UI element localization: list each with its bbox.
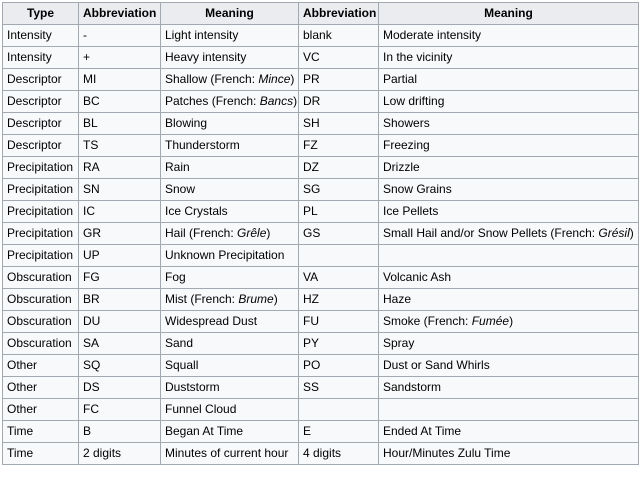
cell-abbreviation-2: blank — [299, 25, 379, 47]
meaning-text: Minutes of current hour — [165, 446, 289, 460]
header-type: Type — [3, 3, 79, 25]
meaning-text: Freezing — [383, 138, 430, 152]
french-term: Brume — [238, 292, 274, 306]
cell-type: Descriptor — [3, 113, 79, 135]
cell-abbreviation-1: BL — [79, 113, 161, 135]
table-row — [3, 157, 639, 179]
meaning-text: Volcanic Ash — [383, 270, 452, 284]
cell-meaning-2 — [379, 25, 639, 47]
meaning-text: Patches (French: — [165, 94, 260, 108]
table-row — [3, 201, 639, 223]
header-meaning-2: Meaning — [379, 3, 639, 25]
cell-abbreviation-2 — [299, 399, 379, 421]
meaning-text: Hour/Minutes Zulu Time — [383, 446, 511, 460]
meaning-text: Sandstorm — [383, 380, 442, 394]
meaning-text: Rain — [165, 160, 190, 174]
header-row — [3, 3, 639, 25]
cell-meaning-2 — [379, 399, 639, 421]
meaning-text: Duststorm — [165, 380, 220, 394]
cell-meaning-1 — [161, 267, 299, 289]
cell-type: Precipitation — [3, 245, 79, 267]
cell-abbreviation-1: - — [79, 25, 161, 47]
cell-meaning-1 — [161, 289, 299, 311]
cell-type: Precipitation — [3, 201, 79, 223]
cell-type: Descriptor — [3, 91, 79, 113]
meaning-text: Squall — [165, 358, 199, 372]
cell-meaning-2 — [379, 267, 639, 289]
meaning-text: Drizzle — [383, 160, 420, 174]
cell-type: Obscuration — [3, 333, 79, 355]
cell-meaning-1 — [161, 135, 299, 157]
cell-abbreviation-1: IC — [79, 201, 161, 223]
meaning-text: Partial — [383, 72, 418, 86]
header-abbreviation-1: Abbreviation — [79, 3, 161, 25]
meaning-text: Shallow (French: — [165, 72, 259, 86]
meaning-text: Ended At Time — [383, 424, 462, 438]
cell-type: Intensity — [3, 47, 79, 69]
french-term: Bancs — [259, 94, 294, 108]
cell-type: Other — [3, 399, 79, 421]
cell-abbreviation-1: UP — [79, 245, 161, 267]
french-term: Grésil — [598, 226, 630, 240]
cell-meaning-2 — [379, 113, 639, 135]
cell-abbreviation-2 — [299, 245, 379, 267]
cell-abbreviation-2: DR — [299, 91, 379, 113]
cell-type: Other — [3, 377, 79, 399]
french-term: Mince — [258, 72, 291, 86]
meaning-text: Ice Pellets — [383, 204, 439, 218]
cell-abbreviation-1: DU — [79, 311, 161, 333]
cell-type: Precipitation — [3, 157, 79, 179]
table-row — [3, 289, 639, 311]
cell-abbreviation-2: FU — [299, 311, 379, 333]
cell-abbreviation-1: SQ — [79, 355, 161, 377]
meaning-text: Began At Time — [165, 424, 244, 438]
table-row — [3, 245, 639, 267]
table-row — [3, 333, 639, 355]
table-body — [3, 25, 639, 465]
weather-abbreviations-table — [2, 2, 639, 465]
cell-meaning-1 — [161, 443, 299, 465]
meaning-text: ) — [509, 314, 514, 328]
meaning-text: Sand — [165, 336, 194, 350]
meaning-text: Small Hail and/or Snow Pellets (French: — [383, 226, 599, 240]
cell-meaning-2 — [379, 179, 639, 201]
meaning-text: ) — [273, 292, 278, 306]
table-row — [3, 421, 639, 443]
meaning-text: Mist (French: — [165, 292, 239, 306]
table-row — [3, 443, 639, 465]
cell-type: Obscuration — [3, 289, 79, 311]
cell-abbreviation-2: SH — [299, 113, 379, 135]
french-term: Grêle — [237, 226, 267, 240]
cell-meaning-1 — [161, 69, 299, 91]
meaning-text: Smoke (French: — [383, 314, 472, 328]
cell-abbreviation-2: VC — [299, 47, 379, 69]
cell-meaning-2 — [379, 311, 639, 333]
cell-meaning-1 — [161, 179, 299, 201]
cell-meaning-2 — [379, 157, 639, 179]
meaning-text: Funnel Cloud — [165, 402, 237, 416]
cell-meaning-2 — [379, 245, 639, 267]
cell-abbreviation-2: PR — [299, 69, 379, 91]
cell-abbreviation-1: B — [79, 421, 161, 443]
cell-abbreviation-1: BC — [79, 91, 161, 113]
cell-meaning-2 — [379, 201, 639, 223]
table-row — [3, 223, 639, 245]
cell-meaning-1 — [161, 355, 299, 377]
cell-abbreviation-2: GS — [299, 223, 379, 245]
cell-abbreviation-1: FG — [79, 267, 161, 289]
cell-type: Time — [3, 421, 79, 443]
french-term: Fumée — [471, 314, 510, 328]
cell-abbreviation-1: BR — [79, 289, 161, 311]
cell-meaning-1 — [161, 399, 299, 421]
cell-meaning-1 — [161, 201, 299, 223]
cell-meaning-2 — [379, 91, 639, 113]
cell-meaning-2 — [379, 223, 639, 245]
table-row — [3, 399, 639, 421]
cell-abbreviation-2: FZ — [299, 135, 379, 157]
cell-type: Descriptor — [3, 69, 79, 91]
cell-abbreviation-1: FC — [79, 399, 161, 421]
table-row — [3, 179, 639, 201]
meaning-text: Fog — [165, 270, 186, 284]
table-row — [3, 91, 639, 113]
cell-type: Precipitation — [3, 223, 79, 245]
cell-meaning-2 — [379, 289, 639, 311]
cell-abbreviation-2: E — [299, 421, 379, 443]
cell-meaning-1 — [161, 245, 299, 267]
cell-meaning-2 — [379, 421, 639, 443]
table-row — [3, 135, 639, 157]
cell-abbreviation-2: DZ — [299, 157, 379, 179]
meaning-text: Unknown Precipitation — [165, 248, 285, 262]
cell-abbreviation-1: DS — [79, 377, 161, 399]
meaning-text: Light intensity — [165, 28, 239, 42]
table-row — [3, 311, 639, 333]
cell-meaning-1 — [161, 25, 299, 47]
cell-abbreviation-2: PY — [299, 333, 379, 355]
cell-abbreviation-1: SN — [79, 179, 161, 201]
cell-abbreviation-2: PO — [299, 355, 379, 377]
cell-meaning-2 — [379, 443, 639, 465]
cell-abbreviation-2: HZ — [299, 289, 379, 311]
meaning-text: ) — [290, 72, 295, 86]
cell-meaning-1 — [161, 223, 299, 245]
cell-abbreviation-1: TS — [79, 135, 161, 157]
cell-meaning-2 — [379, 355, 639, 377]
cell-abbreviation-2: VA — [299, 267, 379, 289]
cell-abbreviation-1: RA — [79, 157, 161, 179]
meaning-text: Spray — [383, 336, 415, 350]
cell-type: Time — [3, 443, 79, 465]
cell-abbreviation-1: MI — [79, 69, 161, 91]
cell-type: Other — [3, 355, 79, 377]
cell-meaning-2 — [379, 47, 639, 69]
weather-abbreviations-table-wrapper — [2, 2, 638, 465]
cell-type: Obscuration — [3, 267, 79, 289]
cell-abbreviation-1: + — [79, 47, 161, 69]
meaning-text: In the vicinity — [383, 50, 453, 64]
table-row — [3, 267, 639, 289]
cell-type: Intensity — [3, 25, 79, 47]
meaning-text: Low drifting — [383, 94, 445, 108]
cell-type: Precipitation — [3, 179, 79, 201]
cell-meaning-1 — [161, 91, 299, 113]
cell-abbreviation-2: SG — [299, 179, 379, 201]
cell-meaning-1 — [161, 333, 299, 355]
table-row — [3, 47, 639, 69]
meaning-text: Dust or Sand Whirls — [383, 358, 490, 372]
meaning-text: Showers — [383, 116, 430, 130]
table-row — [3, 113, 639, 135]
meaning-text: Widespread Dust — [165, 314, 258, 328]
header-meaning-1: Meaning — [161, 3, 299, 25]
meaning-text: Haze — [383, 292, 412, 306]
meaning-text: Snow — [165, 182, 196, 196]
cell-meaning-1 — [161, 157, 299, 179]
meaning-text: Ice Crystals — [165, 204, 228, 218]
cell-meaning-2 — [379, 377, 639, 399]
meaning-text: ) — [266, 226, 271, 240]
table-row — [3, 355, 639, 377]
cell-abbreviation-2: PL — [299, 201, 379, 223]
cell-meaning-1 — [161, 311, 299, 333]
cell-meaning-2 — [379, 135, 639, 157]
cell-meaning-2 — [379, 69, 639, 91]
table-header — [3, 3, 639, 25]
meaning-text: Blowing — [165, 116, 208, 130]
meaning-text: Thunderstorm — [165, 138, 240, 152]
header-abbreviation-2: Abbreviation — [299, 3, 379, 25]
table-row — [3, 377, 639, 399]
cell-abbreviation-1: GR — [79, 223, 161, 245]
cell-meaning-1 — [161, 377, 299, 399]
table-row — [3, 69, 639, 91]
meaning-text: Snow Grains — [383, 182, 452, 196]
meaning-text: Hail (French: — [165, 226, 238, 240]
cell-abbreviation-1: SA — [79, 333, 161, 355]
cell-abbreviation-2: 4 digits — [299, 443, 379, 465]
cell-abbreviation-1: 2 digits — [79, 443, 161, 465]
meaning-text: Moderate intensity — [383, 28, 482, 42]
meaning-text: Heavy intensity — [165, 50, 247, 64]
cell-meaning-1 — [161, 421, 299, 443]
cell-type: Descriptor — [3, 135, 79, 157]
table-row — [3, 25, 639, 47]
meaning-text: ) — [629, 226, 634, 240]
cell-meaning-2 — [379, 333, 639, 355]
meaning-text: ) — [293, 94, 298, 108]
cell-abbreviation-2: SS — [299, 377, 379, 399]
cell-type: Obscuration — [3, 311, 79, 333]
cell-meaning-1 — [161, 47, 299, 69]
cell-meaning-1 — [161, 113, 299, 135]
